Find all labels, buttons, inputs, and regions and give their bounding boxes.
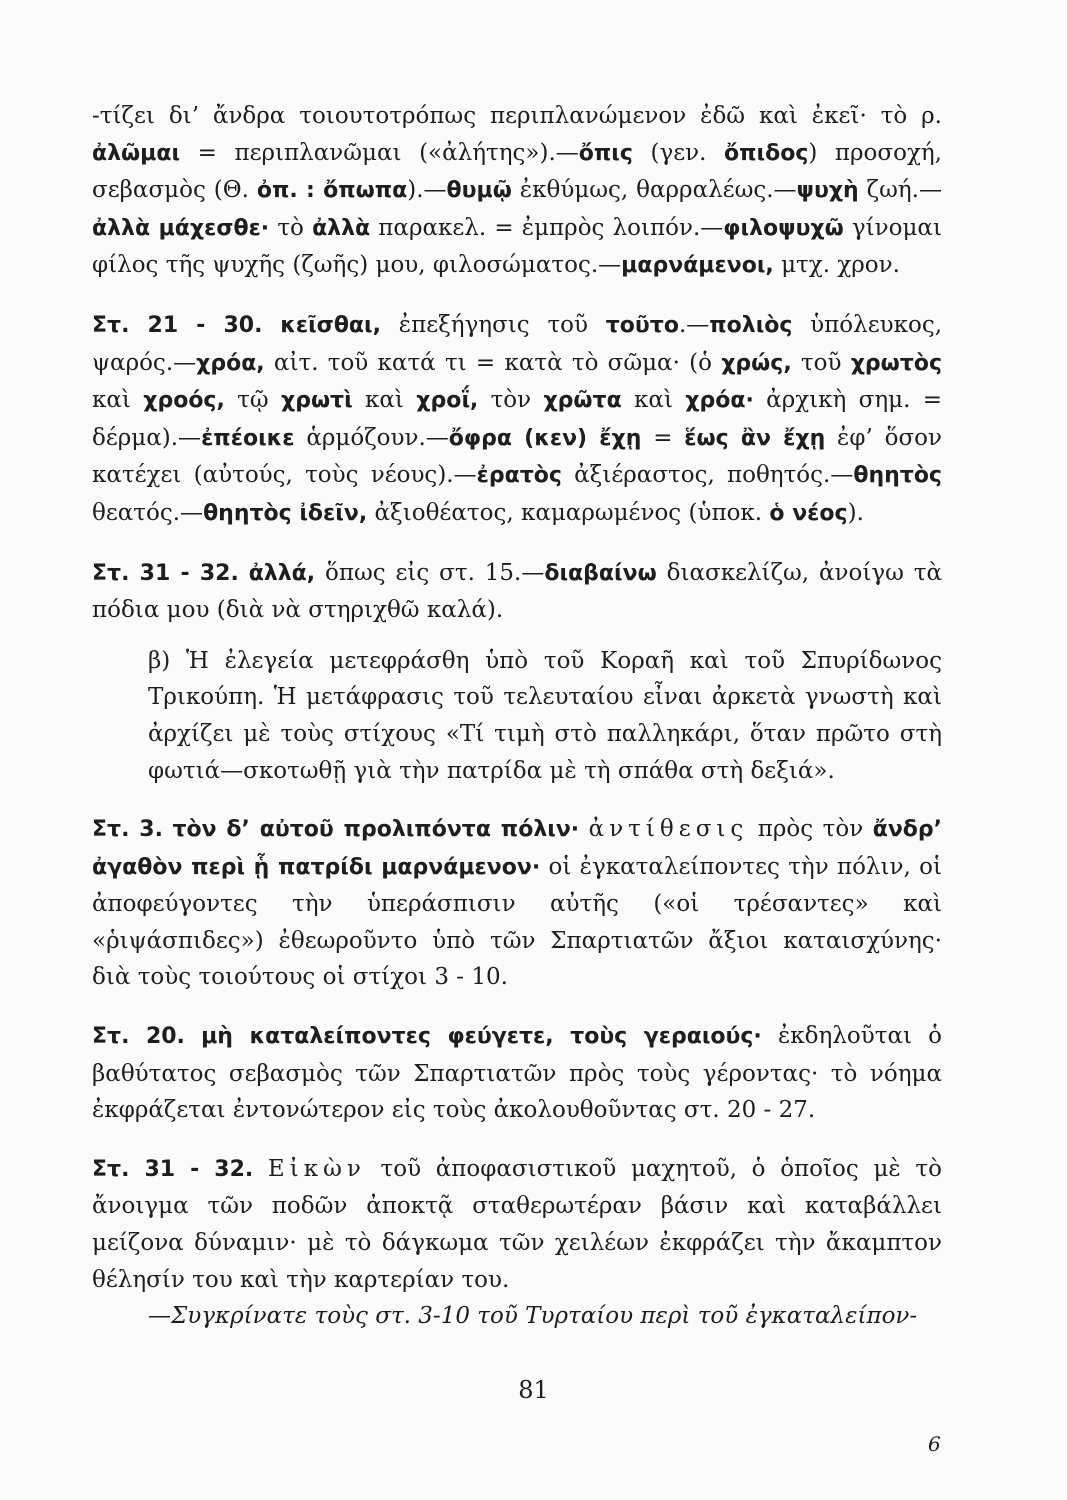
text-run: = περιπλανῶμαι («ἀλήτης»).— (180, 139, 579, 166)
lemma-term: ἐρατὸς (476, 463, 562, 489)
text-run: αἰτ. τοῦ κατά τι = κατὰ τὸ σῶμα· (ὁ (264, 349, 722, 376)
text-run: ἐπεξήγησις τοῦ (380, 311, 606, 338)
text-run: τὸν (478, 387, 544, 414)
text-run (185, 1023, 201, 1049)
text-run: ἁρμόζουν.— (294, 424, 449, 451)
paragraph-p5 (92, 811, 942, 996)
lemma-term: τὸν δ’ αὐτοῦ προλιπόντα πόλιν· (172, 817, 580, 843)
lemma-term: θηητὸς ἰδεῖν, (203, 500, 368, 526)
text-run: ἀξιοθέατος, καμαρωμένος (ὑποκ. (367, 499, 770, 526)
lemma-term: ἀλλά, (248, 560, 316, 586)
lemma-term: ὄφρα (κεν) ἔχῃ (448, 425, 642, 451)
lemma-term: ὀπ. : ὄπωπα (256, 178, 408, 204)
text-run: ) προσοχή, σεβασμὸς (Θ. (92, 139, 942, 204)
text-run: καὶ (92, 387, 144, 414)
lemma-term: κεῖσθαι, (280, 312, 381, 338)
lemma-term: Στ. 3. (92, 817, 163, 843)
text-run: ἀξιέραστος, ποθητός.— (561, 462, 854, 489)
lemma-term: μὴ καταλείποντες φεύγετε, τοὺς γεραιούς· (201, 1024, 762, 1050)
lemma-term: ψυχὴ (796, 178, 859, 204)
lemma-term: ἄνδρ’ ἀγαθὸν περὶ ᾗ πατρίδι μαρνάμενον· (92, 817, 943, 880)
text-run (239, 560, 249, 586)
commentary-text (92, 98, 942, 1335)
lemma-term: Στ. 31 - 32. (92, 560, 239, 586)
text-run: ). (847, 499, 864, 526)
lemma-term: χροός, (143, 388, 225, 414)
text-run: —Συγκρίνατε τοὺς στ. 3-10 τοῦ Τυρταίου περὶ τοῦ ἐγκαταλείπον- (148, 1303, 918, 1330)
text-run: ὑπόλευκος, ψαρός.— (92, 311, 943, 376)
text-run: ).— (407, 177, 447, 204)
lemma-term: ἀλλὰ μάχεσθε· (92, 215, 270, 241)
paragraph-p2 (92, 307, 942, 533)
lemma-term: θηητὸς (853, 463, 942, 489)
lemma-term: ὄπις (578, 140, 633, 166)
lemma-term: ὄπιδος (724, 140, 809, 166)
text-run: ἐφ’ ὅσον κατέχει (αὐτούς, τοὺς νέους).— (92, 424, 942, 489)
text-run: -τίζει δι’ ἄνδρα τοιουτοτρόπως περιπλανώμενον ἐδῶ καὶ ἐκεῖ· τὸ ρ. (92, 103, 942, 129)
text-run: τοῦ ἀποφασιστικοῦ μαχητοῦ, ὁ ὁποῖος μὲ τὸ ἄνοιγμα τῶν ποδῶν ἀποκτᾷ σταθερωτέραν βάσιν καὶ καταβάλλει μείζονα δύναμιν· μὲ τὸ δάγκωμα τῶν χειλέων ἐκφράζει τὴν ἄκαμπτον θέλησίν του καὶ τὴν καρτερίαν του. (92, 1155, 942, 1293)
text-run: τῷ (224, 387, 281, 414)
text-run: παρακελ. = ἐμπρὸς λοιπόν.— (370, 214, 724, 241)
text-run (262, 312, 280, 338)
lemma-term: χρόα· (685, 388, 754, 414)
lemma-term: ἐπέοικε (201, 425, 295, 451)
text-run: καὶ (352, 387, 417, 414)
paragraph-p8 (92, 1298, 942, 1335)
text-run: ὅπως εἰς στ. 15.— (315, 559, 545, 586)
lemma-term: χρῶτα (543, 388, 622, 414)
spaced-term: ἀντίθεσις (588, 816, 749, 843)
lemma-term: ὁ νέος (769, 500, 848, 526)
text-run: (γεν. (632, 139, 724, 166)
lemma-term: διαβαίνω (544, 560, 657, 586)
lemma-term: πολιὸς (709, 312, 793, 338)
text-run: ἐκθύμως, θαρραλέως.— (511, 177, 797, 204)
text-run: τὸ (269, 214, 313, 241)
text-run: θεατός.— (92, 499, 204, 526)
text-run (253, 1156, 268, 1182)
text-run: διασκελίζω, ἀνοίγω τὰ πόδια μου (διὰ νὰ στηριχθῶ καλά). (92, 559, 942, 624)
lemma-term: χρώς, (721, 350, 792, 376)
text-run: β) Ἡ ἐλεγεία μετεφράσθη ὑπὸ τοῦ Κοραῆ καὶ τοῦ Σπυρίδωνος Τρικούπη. Ἡ μετάφρασις τοῦ τελευταίου εἶναι ἀρκετὰ γνωστὴ καὶ ἀρχίζει μὲ τοὺς στίχους «Τί τιμὴ στὸ παλληκάρι, ὅταν πρῶτο στὴ φωτιά—σκοτωθῇ γιὰ τὴν πατρίδα μὲ τὴ σπάθα στὴ δεξιά». (148, 647, 942, 784)
lemma-term: χρωτὸς (850, 350, 942, 376)
paragraph-p1 (92, 98, 942, 285)
text-run: μτχ. χρον. (773, 252, 900, 279)
paragraph-p4 (92, 643, 942, 789)
lemma-term: ἀλλὰ (312, 215, 371, 241)
paragraph-p6 (92, 1018, 942, 1129)
text-run: καὶ (621, 387, 686, 414)
lemma-term: Στ. 20. (92, 1024, 185, 1050)
page-number: 81 (518, 1376, 549, 1404)
lemma-term: Στ. 21 - 30. (92, 312, 263, 338)
lemma-term: χροΐ, (416, 388, 479, 414)
text-run: οἱ ἐγκαταλείποντες τὴν πόλιν, οἱ ἀποφεύγοντες τὴν ὑπεράσπισιν αὐτῆς («οἱ τρέσαντες» καὶ «ῥιψάσπιδες») ἐθεωροῦντο ὑπὸ τῶν Σπαρτιατῶν ἄξιοι καταισχύνης· διὰ τοὺς τοιούτους οἱ στίχοι 3 - 10. (92, 853, 942, 991)
text-run: = (641, 424, 685, 451)
paragraph-p3 (92, 555, 942, 629)
lemma-term: Στ. 31 - 32. (92, 1156, 254, 1182)
lemma-term: μαρνάμενοι, (621, 253, 774, 279)
text-run: ἀρχικὴ σημ. = δέρμα).— (92, 387, 943, 451)
lemma-term: θυμῷ (446, 178, 512, 204)
lemma-term: φιλοψυχῶ (723, 215, 844, 241)
spaced-term: Εἰκὼν (267, 1155, 366, 1182)
lemma-term: ἀλῶμαι (92, 140, 181, 166)
lemma-term: ἕως ἂν ἔχῃ (684, 425, 826, 451)
text-run: πρὸς τὸν (748, 816, 873, 843)
text-run: τοῦ (791, 349, 851, 376)
lemma-term: χρωτὶ (281, 388, 353, 414)
signature-mark: 6 (928, 1432, 941, 1456)
text-run: .— (678, 311, 710, 338)
text-run (579, 816, 589, 842)
lemma-term: χρόα, (196, 350, 265, 376)
text-run (163, 816, 173, 842)
lemma-term: τοῦτο (605, 312, 679, 338)
text-run: ἐκδηλοῦται ὁ βαθύτατος σεβασμὸς τῶν Σπαρτιατῶν πρὸς τοὺς γέροντας· τὸ νόημα ἐκφράζεται ἐντονώτερον εἰς τοὺς ἀκολουθοῦντας στ. 20 - 27. (92, 1023, 943, 1124)
text-run: γίνομαι φίλος τῆς ψυχῆς (ζωῆς) μου, φιλοσώματος.— (92, 214, 942, 279)
text-run: ζωή.— (858, 177, 942, 204)
paragraph-p7 (92, 1151, 942, 1298)
